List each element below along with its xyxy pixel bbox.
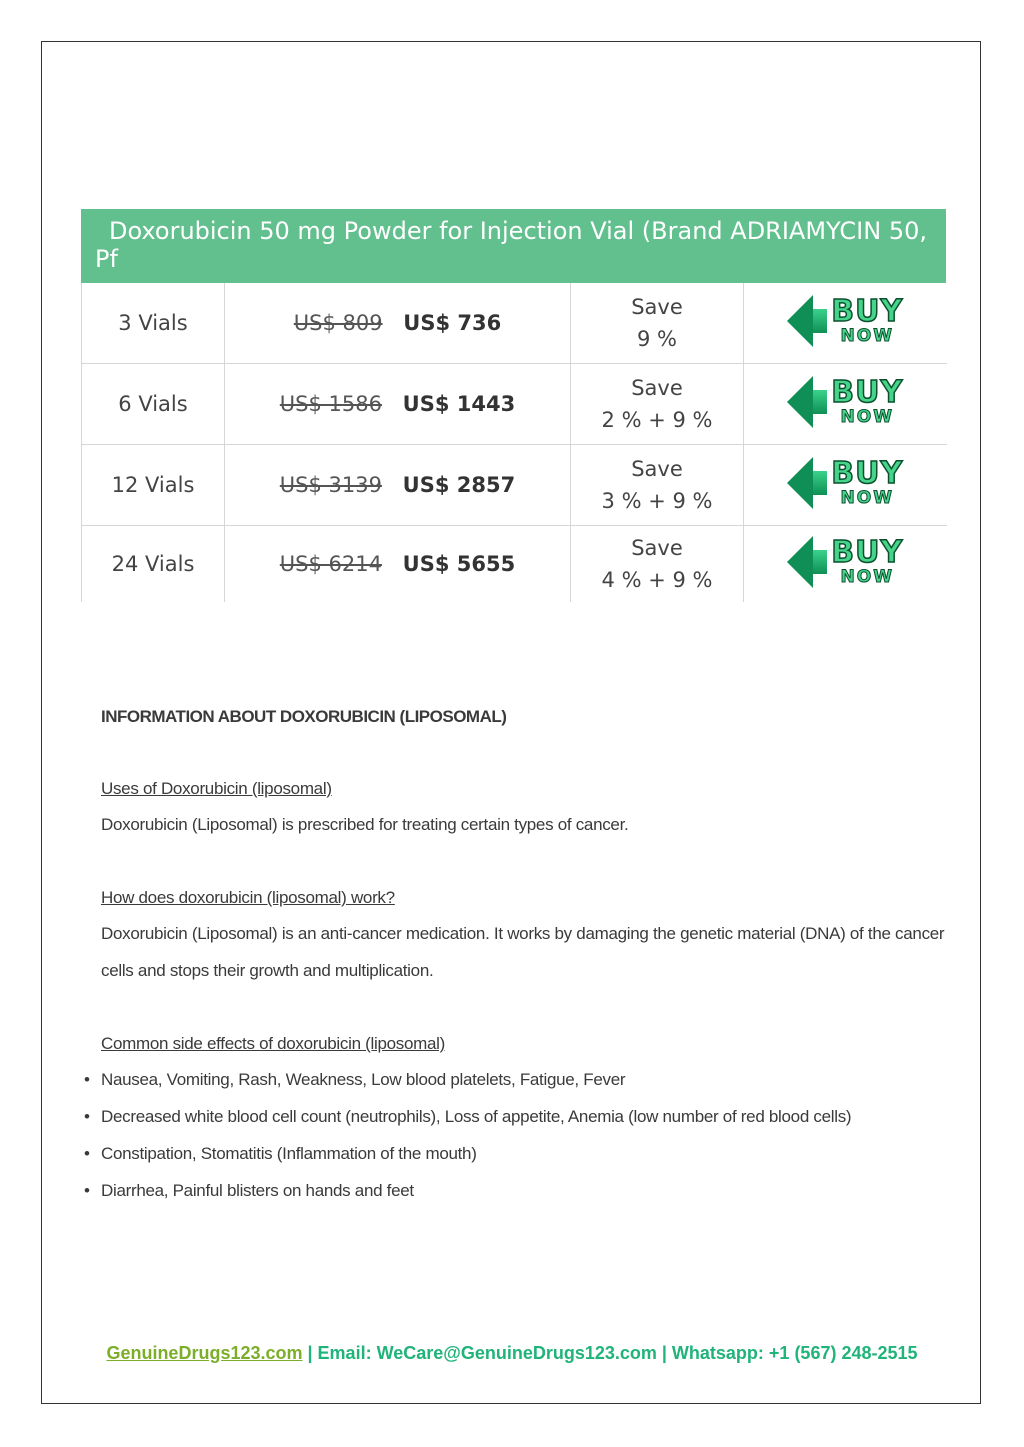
offer-save	[571, 526, 744, 603]
save-label: Save	[631, 457, 683, 481]
buy-now-label	[831, 534, 904, 587]
offer-row	[82, 283, 947, 364]
save-value: 4 % + 9 %	[601, 568, 713, 592]
product-title-bar	[81, 209, 946, 283]
arrow-left-icon	[787, 295, 813, 347]
how-heading: How does doxorubicin (liposomal) work?	[101, 888, 395, 907]
save-label: Save	[631, 376, 683, 400]
buy-now-button[interactable]	[787, 457, 903, 509]
offer-qty: 3 Vials	[82, 283, 225, 364]
arrow-tail	[813, 390, 827, 414]
new-price: US$ 736	[403, 311, 502, 335]
uses-heading: Uses of Doxorubicin (liposomal)	[101, 779, 332, 798]
offer-buy-cell	[744, 526, 947, 603]
new-price: US$ 1443	[402, 392, 516, 416]
save-label: Save	[631, 295, 683, 319]
offer-row	[82, 445, 947, 526]
buy-word: BUY	[831, 374, 904, 410]
list-item: • Decreased white blood cell count (neutrophils), Loss of appetite, Anemia (low number of red blood cells)	[101, 1098, 951, 1135]
buy-word: BUY	[831, 534, 904, 570]
arrow-left-icon	[787, 536, 813, 588]
save-value: 9 %	[637, 327, 677, 351]
old-price: US$ 809	[293, 311, 383, 335]
uses-body: Doxorubicin (Liposomal) is prescribed for treating certain types of cancer.	[101, 815, 629, 834]
arrow-left-icon	[787, 376, 813, 428]
buy-now-button[interactable]	[787, 376, 903, 428]
list-item: • Nausea, Vomiting, Rash, Weakness, Low blood platelets, Fatigue, Fever	[101, 1061, 951, 1098]
new-price: US$ 2857	[402, 473, 516, 497]
arrow-tail	[813, 471, 827, 495]
offer-save	[571, 445, 744, 526]
buy-now-label	[831, 293, 904, 346]
how-body: Doxorubicin (Liposomal) is an anti-cancer medication. It works by damaging the genetic material (DNA) of the cancer cells and stops their growth and multiplication.	[101, 924, 945, 980]
list-item: • Constipation, Stomatitis (Inflammation of the mouth)	[101, 1135, 951, 1172]
offer-buy-cell	[744, 445, 947, 526]
side-effects-heading: Common side effects of doxorubicin (liposomal)	[101, 1034, 445, 1053]
site-link[interactable]: GenuineDrugs123.com	[106, 1343, 303, 1363]
how-section	[101, 881, 951, 989]
footer	[0, 1343, 1024, 1364]
old-price: US$ 3139	[279, 473, 382, 497]
side-effects-section	[101, 1027, 951, 1209]
offer-qty: 6 Vials	[82, 364, 225, 445]
buy-now-label	[831, 455, 904, 508]
new-price: US$ 5655	[402, 552, 516, 576]
list-item: • Diarrhea, Painful blisters on hands and feet	[101, 1172, 951, 1209]
buy-now-label	[831, 374, 904, 427]
save-label: Save	[631, 536, 683, 560]
now-word: NOW	[840, 566, 894, 587]
footer-whatsapp[interactable]: Whatsapp: +1 (567) 248-2515	[671, 1343, 918, 1363]
arrow-tail	[813, 550, 827, 574]
offer-price	[225, 445, 571, 526]
buy-word: BUY	[831, 293, 904, 329]
save-value: 2 % + 9 %	[601, 408, 713, 432]
price-table	[81, 283, 947, 602]
offer-qty: 12 Vials	[82, 445, 225, 526]
offer-row	[82, 364, 947, 445]
arrow-tail	[813, 309, 827, 333]
footer-separator: |	[302, 1343, 318, 1363]
offer-qty: 24 Vials	[82, 526, 225, 603]
info-title: INFORMATION ABOUT DOXORUBICIN (LIPOSOMAL)	[101, 707, 507, 726]
offer-price	[225, 364, 571, 445]
price-box	[81, 209, 946, 602]
buy-now-button[interactable]	[787, 295, 903, 347]
footer-email[interactable]: Email: WeCare@GenuineDrugs123.com	[317, 1343, 657, 1363]
offer-price	[225, 283, 571, 364]
footer-separator: |	[656, 1343, 672, 1363]
offer-row	[82, 526, 947, 603]
save-value: 3 % + 9 %	[601, 489, 713, 513]
offer-buy-cell	[744, 283, 947, 364]
old-price: US$ 6214	[279, 552, 382, 576]
arrow-left-icon	[787, 457, 813, 509]
now-word: NOW	[840, 487, 894, 508]
offer-save	[571, 283, 744, 364]
drug-information	[101, 700, 951, 1209]
now-word: NOW	[840, 325, 894, 346]
offer-buy-cell	[744, 364, 947, 445]
side-effects-list	[101, 1061, 951, 1209]
now-word: NOW	[840, 406, 894, 427]
uses-section	[101, 772, 951, 843]
product-title: Doxorubicin 50 mg Powder for Injection Vial (Brand ADRIAMYCIN 50, Pf	[95, 217, 927, 273]
offer-save	[571, 364, 744, 445]
offer-price	[225, 526, 571, 603]
buy-now-button[interactable]	[787, 536, 903, 588]
old-price: US$ 1586	[279, 392, 382, 416]
buy-word: BUY	[831, 455, 904, 491]
